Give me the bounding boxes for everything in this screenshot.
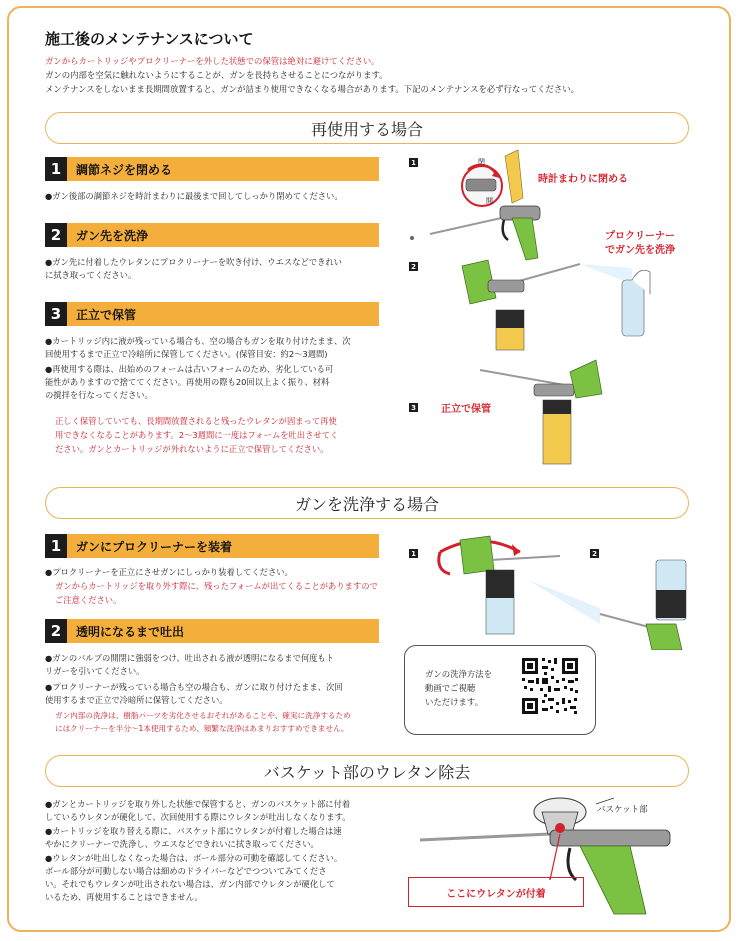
clean-tip-label: プロクリーナー xyxy=(605,231,675,242)
step-text: ●ガン先に付着したウレタンにプロクリーナーを吹き付け、ウエスなどできれい xyxy=(45,257,342,267)
page-title: 施工後のメンテナンスについて xyxy=(45,30,254,48)
basket-text: やかにクリーナーで洗浄し、ウエスなどできれいに拭き取ってください。 xyxy=(45,839,319,849)
clean-tip-label: でガン先を洗浄 xyxy=(605,245,675,256)
step-number: 3 xyxy=(45,302,67,326)
caution-note: 正しく保管していても、長期間放置されると残ったウレタンが固まって再使 xyxy=(55,416,337,426)
step-label: 透明になるまで吐出 xyxy=(76,624,185,639)
step-2-bar xyxy=(45,223,379,247)
section-header-reuse: 再使用する場合 xyxy=(45,112,689,144)
step-text: ●ガン後部の調節ネジを時計まわりに最後まで回してしっかり閉めてください。 xyxy=(45,191,343,201)
step-number: 1 xyxy=(45,157,67,181)
figure-marker: 2 xyxy=(409,262,418,271)
basket-text: ●カートリッジを取り替える際に、バスケット部にウレタンが付着した場合は速 xyxy=(45,826,342,836)
step-text: ●カートリッジ内に液が残っている場合も、空の場合もガンを取り付けたまま、次 xyxy=(45,336,351,346)
basket-text: しているウレタンが硬化して、次回使用する際にウレタンが吐出しなくなります。 xyxy=(45,812,351,822)
basket-text: ●ウレタンが吐出しなくなった場合は、ボール部分の可動を確認してください。 xyxy=(45,853,343,863)
step-text: リガーを引いてください。 xyxy=(45,666,145,676)
basket-text: ボール部分が可動しない場合は細めのドライバーなどでつついてみてくださ xyxy=(45,866,327,876)
qr-text xyxy=(425,667,492,709)
intro-warning: ガンからカートリッジやプロクリーナーを外した状態での保管は絶対に避けてください。 xyxy=(45,56,380,66)
fig1-gun xyxy=(410,150,540,260)
close-char: 閉 xyxy=(478,158,485,166)
fig3-gun xyxy=(480,360,602,464)
clean-fig1 xyxy=(439,536,560,634)
basket-text: い。それでもウレタンが吐出されない場合は、ガン内部でウレタンが硬化して xyxy=(45,879,335,889)
store-upright-label: 正立で保管 xyxy=(441,404,491,415)
step-text: ●プロクリーナーを正立にさせガンにしっかり装着してください。 xyxy=(45,567,293,577)
qr-text-line: ガンの洗浄方法を xyxy=(425,669,492,679)
section-header-basket: バスケット部のウレタン除去 xyxy=(45,755,689,787)
intro-line: メンテナンスをしないまま長期間放置すると、ガンが詰まり使用できなくなる場合があります。下記のメンテナンスを必ず行なってください。 xyxy=(45,84,579,94)
step-number: 2 xyxy=(45,619,67,643)
caution-note: 用できなくなることがあります。2～3週間に一度はフォームを吐出させてく xyxy=(55,430,339,440)
close-clockwise-label: 時計まわりに閉める xyxy=(538,174,628,185)
qr-text-line: 動画でご視聴 xyxy=(425,683,476,693)
caution-note: ご注意ください。 xyxy=(55,595,122,605)
reuse-illustrations xyxy=(400,148,700,468)
step-1-bar xyxy=(45,534,379,558)
step-text: 回使用するまで正立で冷暗所に保管してください。(保管目安：約2～3週間) xyxy=(45,349,328,359)
caution-note: ガン内部の洗浄は、樹脂パーツを劣化させるおそれがあることや、確実に洗浄するため xyxy=(55,711,351,720)
basket-label: バスケット部 xyxy=(597,805,648,815)
step-number: 1 xyxy=(45,534,67,558)
fig2-gun xyxy=(462,260,650,350)
step-1-bar xyxy=(45,157,379,181)
intro-line: ガンの内部を空気に触れないようにすることが、ガンを長持ちさせることにつながります。 xyxy=(45,70,388,80)
step-3-bar xyxy=(45,302,379,326)
figure-marker: 1 xyxy=(409,549,418,558)
caution-note: ガンからカートリッジを取り外す際に、残ったフォームが出てくることがありますので xyxy=(55,581,378,591)
step-number: 2 xyxy=(45,223,67,247)
step-text: ●ガンのバルブの開閉に強弱をつけ、吐出される液が透明になるまで何度もト xyxy=(45,653,335,663)
figure-marker: 1 xyxy=(409,158,418,167)
urethane-callout: ここにウレタンが付着 xyxy=(408,877,584,907)
step-label: 調節ネジを閉める xyxy=(76,162,173,177)
basket-text: いるため、再使用することはできません。 xyxy=(45,892,203,902)
step-2-bar xyxy=(45,619,379,643)
step-text: ●再使用する際は、出始めのフォームは古いフォームのため、劣化している可 xyxy=(45,364,334,374)
section-header-clean: ガンを洗浄する場合 xyxy=(45,487,689,519)
open-char: 開 xyxy=(486,197,493,205)
clean-illustrations xyxy=(420,530,710,650)
qr-code[interactable] xyxy=(520,656,580,716)
figure-marker: 3 xyxy=(409,403,418,412)
step-text: の撹拌を行なってください。 xyxy=(45,390,153,400)
basket-text: ●ガンとカートリッジを取り外した状態で保管すると、ガンのバスケット部に付着 xyxy=(45,799,351,809)
step-text: ●プロクリーナーが残っている場合も空の場合も、ガンに取り付けたまま、次回 xyxy=(45,682,343,692)
figure-marker: 2 xyxy=(590,549,599,558)
step-label: ガンにプロクリーナーを装着 xyxy=(76,539,233,554)
caution-note: にはクリーナーを半分～1本使用するため、頻繁な洗浄はあまりおすすめできません。 xyxy=(55,724,349,733)
step-text: 能性がありますので捨ててください。再使用の際も20回以上よく振り、材料 xyxy=(45,377,330,387)
qr-text-line: いただけます。 xyxy=(425,697,483,707)
clean-fig2 xyxy=(528,560,686,650)
step-text: 使用するまで正立で冷暗所に保管してください。 xyxy=(45,695,228,705)
step-label: 正立で保管 xyxy=(76,307,137,322)
step-label: ガン先を洗浄 xyxy=(76,228,149,243)
step-text: に拭き取ってください。 xyxy=(45,270,137,280)
caution-note: ださい。ガンとカートリッジが外れないように正立で保管してください。 xyxy=(55,444,329,454)
